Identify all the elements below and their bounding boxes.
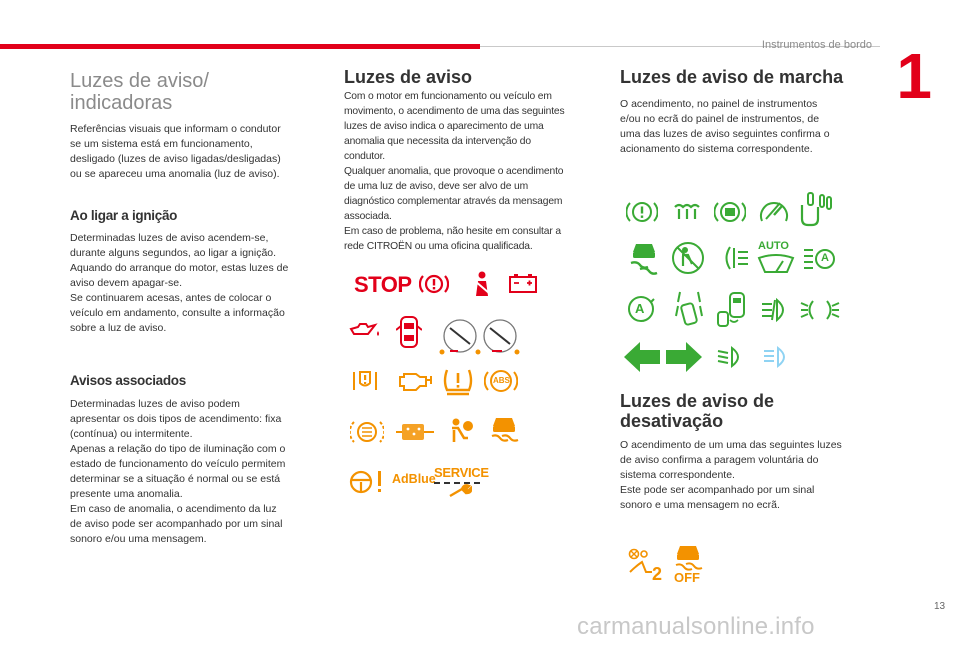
speed-limiter-icon xyxy=(758,197,790,227)
dipped-beam-icon xyxy=(716,346,744,368)
auto-wipe-icon xyxy=(756,240,800,276)
lane-departure-icon xyxy=(674,290,704,328)
sidelights-icon xyxy=(800,297,840,323)
blind-spot-icon xyxy=(714,290,750,330)
ignition-paragraph: Determinadas luzes de aviso acendem-se, durante alguns segundos, ao ligar a ignição. Aquando do arranque do motor, estas luzes de aviso devem apagar-se. Se continuarem acesas, antes de colocar o veículo em andamento, consulte a informação sobre a luz de aviso. xyxy=(70,232,289,334)
warning-lights-paragraph: Com o motor em funcionamento ou veículo em movimento, o acendimento de uma das seguintes luzes de aviso indica o aparecimento de uma anomalia que necessita da intervenção do condutor. Qualquer anomalia, que provoque o acendimento de uma luz de aviso, deve ser alvo de um diagnóstico complementar através da mensagem associada. Em caso de problema, não hesite em consultar a rede CITROËN ou uma oficina qualificada. xyxy=(344,91,565,252)
abs-icon xyxy=(484,367,514,395)
right-indicator-icon xyxy=(664,340,704,374)
stop-start-foot-icon xyxy=(796,191,836,231)
wrench-icon xyxy=(448,484,472,498)
auto-headlamp-icon xyxy=(802,244,838,272)
parking-brake-icon xyxy=(626,197,658,227)
associated-paragraph: Determinadas luzes de aviso podem apresentar os dois tipos de acendimento: fixa (contínua) ou intermitente. Apenas a relação do tipo de iluminação com o estado de funcionamento do veículo permitem determinar se a situação é normal ou se está presente uma anomalia. Em caso de anomalia, o acendimento da luz de aviso pode ser acompanhado por um sinal sonoro e/ou uma mensagem. xyxy=(70,398,286,545)
heading-ignition: Ao ligar a ignição xyxy=(70,208,178,223)
esp-active-icon xyxy=(628,241,660,275)
esp-skid-icon xyxy=(488,414,520,446)
service-label: SERVICE xyxy=(434,465,489,480)
adblue-icon: AdBlue xyxy=(392,472,436,486)
tyre-pressure-icon xyxy=(441,364,475,398)
glow-plug-icon xyxy=(672,201,702,223)
stop-icon: STOP xyxy=(354,272,412,297)
auto-headlamp-a: A xyxy=(821,252,829,264)
front-fog-icon xyxy=(760,296,792,324)
page-number: 13 xyxy=(934,601,946,612)
abs-label: ABS xyxy=(493,376,510,385)
watermark: carmanualsonline.info xyxy=(577,613,815,640)
deactivation-paragraph: O acendimento de um uma das seguintes luzes de aviso confirma a paragem voluntária do sistema correspondente. Este pode ser acompanhado por um sinal sonoro e uma mensagem no ecrã. xyxy=(620,439,842,511)
header-red-bar xyxy=(0,44,480,49)
intro-paragraph: Referências visuais que informam o condutor se um sistema está em funcionamento, desligado (luzes de aviso ligadas/desligadas) ou se apareceu uma anomalia (luz de aviso). xyxy=(70,123,281,180)
brake-pad-icon xyxy=(714,197,746,227)
heading-deactivation-lights: Luzes de aviso de desativação xyxy=(620,391,775,431)
brake-warning-icon xyxy=(419,271,449,297)
particle-filter-icon xyxy=(396,420,436,444)
left-indicator-icon xyxy=(622,340,662,374)
brake-pad-wear-icon xyxy=(350,418,384,446)
heading-associated: Avisos associados xyxy=(70,373,186,388)
preheating-icon xyxy=(350,368,380,394)
heading-warning-lights: Luzes de aviso xyxy=(344,67,473,87)
passenger-airbag-deactivated-icon xyxy=(626,548,664,584)
page-title: Luzes de aviso/ indicadoras xyxy=(70,70,209,114)
passenger-airbag-off-icon xyxy=(670,240,706,276)
battery-icon xyxy=(508,272,538,294)
steering-warning-icon xyxy=(348,468,384,496)
gauge-cluster-icon xyxy=(432,308,527,358)
door-open-icon xyxy=(396,314,422,350)
passenger-two-label: 2 xyxy=(652,564,663,584)
esp-off-icon xyxy=(672,544,704,586)
auto-mode-a: A xyxy=(635,301,645,316)
seatbelt-icon xyxy=(468,270,494,298)
oil-pressure-icon xyxy=(348,320,382,340)
rear-fog-icon xyxy=(720,244,750,272)
heading-running-lights: Luzes de aviso de marcha xyxy=(620,67,844,87)
off-label: OFF xyxy=(674,570,700,585)
airbag-icon xyxy=(444,416,474,446)
running-lights-paragraph: O acendimento, no painel de instrumentos e/ou no ecrã do painel de instrumentos, de uma das luzes de aviso seguintes confirma o acionamento do sistema correspondente. xyxy=(620,98,830,155)
auto-label: AUTO xyxy=(758,240,789,252)
engine-warning-icon xyxy=(396,368,434,394)
section-label: Instrumentos de bordo xyxy=(761,39,872,51)
chapter-number: 1 xyxy=(896,40,932,112)
main-beam-icon xyxy=(762,346,790,368)
service-icon xyxy=(434,465,489,505)
auto-mode-icon xyxy=(626,294,656,324)
